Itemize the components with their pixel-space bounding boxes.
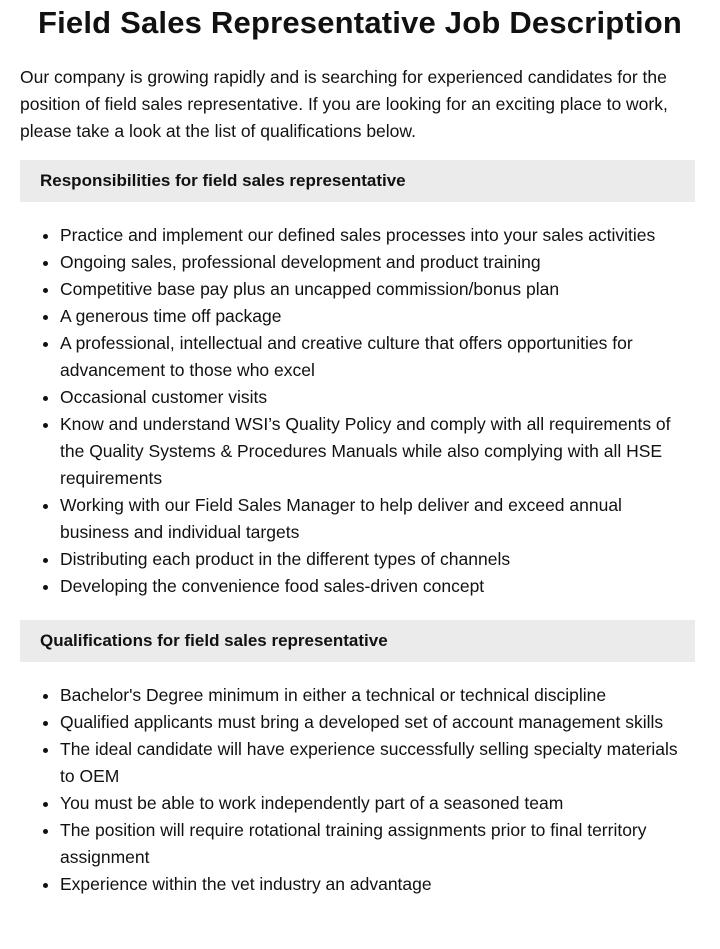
list-item: • Qualified applicants must bring a developed set of account management skills: [60, 709, 695, 736]
list-item: • Practice and implement our defined sales processes into your sales activities: [60, 222, 695, 249]
list-item: • Ongoing sales, professional development and product training: [60, 249, 695, 276]
list-item: • The position will require rotational training assignments prior to final territory assignment: [60, 817, 695, 871]
responsibilities-list: [20, 222, 695, 600]
list-item: • Know and understand WSI’s Quality Policy and comply with all requirements of the Quality Systems & Procedures Manuals while also complying with all HSE requirements: [60, 411, 695, 492]
list-item: • Experience within the vet industry an advantage: [60, 871, 695, 898]
list-item: • Competitive base pay plus an uncapped commission/bonus plan: [60, 276, 695, 303]
list-item: • Bachelor's Degree minimum in either a technical or technical discipline: [60, 682, 695, 709]
list-item: • You must be able to work independently part of a seasoned team: [60, 790, 695, 817]
list-item: • A generous time off package: [60, 303, 695, 330]
responsibilities-heading: Responsibilities for field sales representative: [20, 160, 695, 202]
page-title: Field Sales Representative Job Description: [37, 5, 683, 40]
list-item: • Occasional customer visits: [60, 384, 695, 411]
list-item: • Developing the convenience food sales-driven concept: [60, 573, 695, 600]
list-item: • Distributing each product in the different types of channels: [60, 546, 695, 573]
qualifications-list: [20, 682, 695, 898]
qualifications-heading: Qualifications for field sales representative: [20, 620, 695, 662]
list-item: • The ideal candidate will have experience successfully selling specialty materials to OEM: [60, 736, 695, 790]
list-item: • A professional, intellectual and creative culture that offers opportunities for advancement to those who excel: [60, 330, 695, 384]
list-item: • Working with our Field Sales Manager to help deliver and exceed annual business and individual targets: [60, 492, 695, 546]
intro-paragraph: Our company is growing rapidly and is searching for experienced candidates for the position of field sales representative. If you are looking for an exciting place to work, please take a look at the list of qualifications below.: [20, 67, 668, 141]
